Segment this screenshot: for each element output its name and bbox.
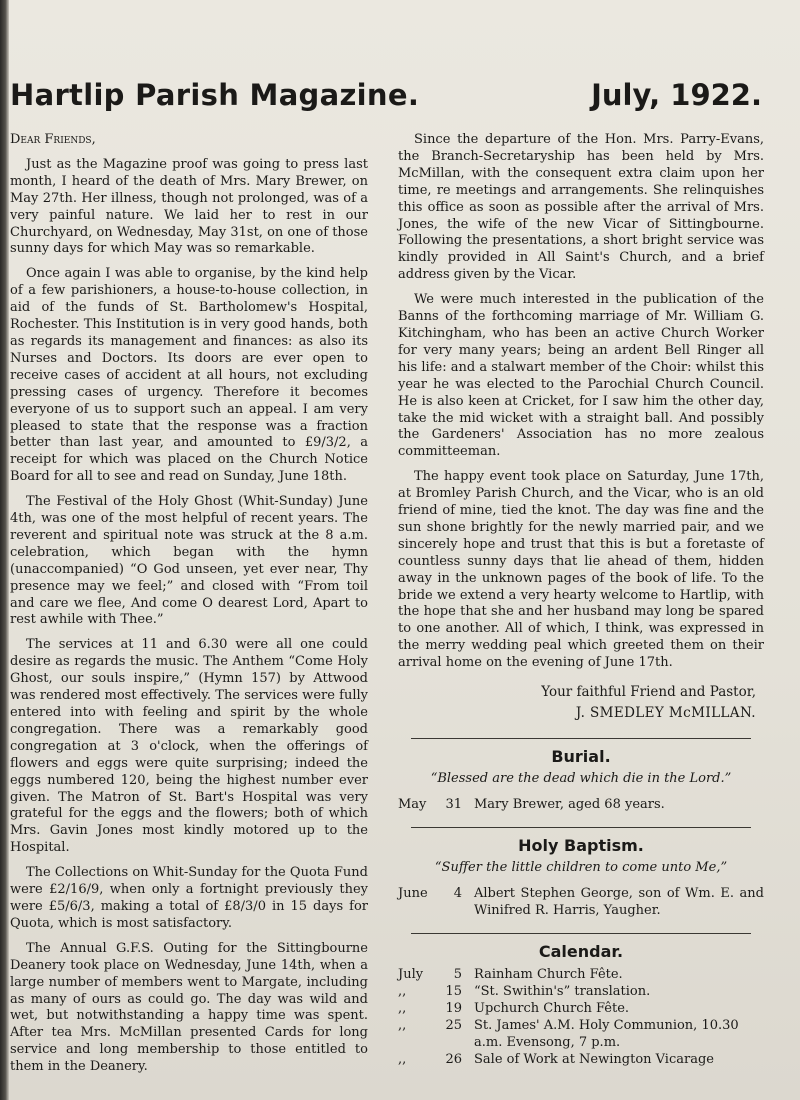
entry-month: July xyxy=(398,966,424,982)
divider xyxy=(411,827,751,828)
baptism-title: Holy Baptism. xyxy=(518,835,644,855)
entry-text: “St. Swithin's” translation. xyxy=(474,983,651,999)
baptism-section xyxy=(398,835,764,919)
entry-day: 4 xyxy=(453,885,462,901)
entry-day: 26 xyxy=(445,1051,462,1067)
calendar-entry xyxy=(398,966,764,983)
burial-title: Burial. xyxy=(551,747,611,767)
paragraph-banns: We were much interested in the publication of the Banns of the forthcoming marriage of Mr. William G. Kitchingham, who has been an active Church Worker for very many years; being an ardent Bell Ringer all his life: and a stalwart member of the Choir: whilst this year he was elected to the Parochial Church Council. He is also keen at Cricket, for I saw him the other day, take the mid wicket with a straight ball. And possibly the Gardeners' Association has no more zealous committeeman. xyxy=(398,292,764,460)
calendar-entry xyxy=(398,1051,764,1068)
closing-line: Your faithful Friend and Pastor, xyxy=(541,684,756,701)
baptism-quote: “Suffer the little children to come unto Me,” xyxy=(434,859,728,875)
paragraph-branch-secretary: Since the departure of the Hon. Mrs. Parry-Evans, the Branch-Secretaryship has been held by Mrs. McMillan, with the consequent extra claim upon her time, re meetings and arrangements. She relinquishes this office as soon as possible after the arrival of Mrs. Jones, the wife of the new Vicar of Sittingbourne. Following the presentations, a short bright service was kindly provided in All Saint's Church, and a brief address given by the Vicar. xyxy=(398,132,764,283)
paragraph-death-notice: Just as the Magazine proof was going to press last month, I heard of the death of Mrs. Mary Brewer, on May 27th. Her illness, though not prolonged, was of a very painful nature. We laid her to rest in our Churchyard, on Wednesday, May 31st, on one of those sunny days for which May was so remarkable. xyxy=(10,156,368,257)
entry-month: June xyxy=(398,885,428,901)
divider xyxy=(411,933,751,934)
paragraph-collections: The Collections on Whit-Sunday for the Quota Fund were £2/16/9, when only a fortnight previously they were £5/6/3, making a total of £8/3/0 in 15 days for Quota, which is most satisfactory. xyxy=(10,865,368,931)
paragraph-gfs-outing: The Annual G.F.S. Outing for the Sittingbourne Deanery took place on Wednesday, June 14th, when a large number of members went to Margate, including as many of ours as could go. The day was wild and wet, but notwithstanding a happy time was spent. After tea Mrs. McMillan presented Cards for long service and long membership to those entitled to them in the Deanery. xyxy=(10,940,368,1075)
left-column xyxy=(10,132,368,1084)
entry-month: ,, xyxy=(398,983,407,999)
entry-text: Albert Stephen George, son of Wm. E. and Winifred R. Harris, Yaugher. xyxy=(474,885,764,918)
burial-quote: “Blessed are the dead which die in the Lord.” xyxy=(430,771,732,786)
right-column xyxy=(398,132,764,1068)
divider xyxy=(411,738,751,739)
paragraph-wedding: The happy event took place on Saturday, June 17th, at Bromley Parish Church, and the Vicar, who is an old friend of mine, tied the knot. The day was fine and the sun shone brightly for the newly married pair, and we sincerely hope and trust that this is but a foretaste of countless sunny days that lie ahead of them, hidden away in the unknown pages of the book of life. To the bride we extend a very hearty welcome to Hartlip, with the hope that she and her husband may long be spared to one another. All of which, I think, was expressed in the merry wedding peal which greeted them on their arrival home on the evening of June 17th. xyxy=(398,469,764,671)
entry-text: Rainham Church Fête. xyxy=(474,966,623,982)
calendar-entry xyxy=(398,1000,764,1017)
calendar-entry xyxy=(398,1017,764,1051)
paragraph-hospital-collection: Once again I was able to organise, by the kind help of a few parishioners, a house-to-house collection, in aid of the funds of St. Bartholomew's Hospital, Rochester. This Institution is in very good hands, both as regards its management and finances: as also its Nurses and Doctors. Its doors are ever open to receive cases of accident at all hours, not excluding pressing cases of urgency. Therefore it becomes everyone of us to support such an appeal. I am very pleased to state that the response was a fraction better than last year, and amounted to £9/3/2, a receipt for which was placed on the Church Notice Board for all to see and read on Sunday, June 18th. xyxy=(10,266,368,485)
calendar-section xyxy=(398,941,764,1068)
magazine-title: Hartlip Parish Magazine. xyxy=(10,78,420,112)
baptism-entry xyxy=(398,885,764,919)
burial-section xyxy=(398,749,764,813)
entry-month: May xyxy=(398,796,427,812)
signoff xyxy=(398,682,756,724)
entry-month: ,, xyxy=(398,1051,407,1067)
entry-text: Mary Brewer, aged 68 years. xyxy=(474,796,665,812)
page-binding-edge xyxy=(0,0,9,1100)
entry-month: ,, xyxy=(398,1017,407,1033)
signature: J. SMEDLEY McMILLAN. xyxy=(575,705,756,722)
paragraph-services: The services at 11 and 6.30 were all one could desire as regards the music. The Anthem “Come Holy Ghost, our souls inspire,” (Hymn 157) by Attwood was rendered most effectively. The services were fully entered into with feeling and spirit by the whole congregation. There was a remarkably good congregation at 3 o'clock, when the offerings of flowers and eggs were quite surprising; indeed the eggs numbered 120, being the highest number ever given. The Matron of St. Bart's Hospital was very grateful for the eggs and the flowers; both of which Mrs. Gavin Jones most kindly motored up to the Hospital. xyxy=(10,637,368,856)
entry-day: 5 xyxy=(453,966,462,982)
letter-salutation: Dear Friends, xyxy=(10,132,96,147)
burial-entry xyxy=(398,796,764,813)
calendar-entry xyxy=(398,983,764,1000)
masthead xyxy=(0,70,800,126)
entry-text: Upchurch Church Fête. xyxy=(474,1000,630,1016)
entry-day: 15 xyxy=(445,983,462,999)
issue-date: July, 1922. xyxy=(591,78,762,112)
entry-text: Sale of Work at Newington Vicarage xyxy=(474,1051,714,1067)
entry-day: 19 xyxy=(445,1000,462,1016)
paragraph-whit-sunday: The Festival of the Holy Ghost (Whit-Sunday) June 4th, was one of the most helpful of recent years. The reverent and spiritual note was struck at the 8 a.m. celebration, which began with the hymn (unaccompanied) “O God unseen, yet ever near, Thy presence may we feel;” and closed with “From toil and care we flee, And come O dearest Lord, Apart to rest awhile with Thee.” xyxy=(10,494,368,628)
entry-text: St. James' A.M. Holy Communion, 10.30 a.m. Evensong, 7 p.m. xyxy=(474,1017,739,1050)
entry-day: 25 xyxy=(445,1017,462,1033)
entry-month: ,, xyxy=(398,1000,407,1016)
calendar-title: Calendar. xyxy=(538,941,624,961)
entry-day: 31 xyxy=(445,796,462,812)
